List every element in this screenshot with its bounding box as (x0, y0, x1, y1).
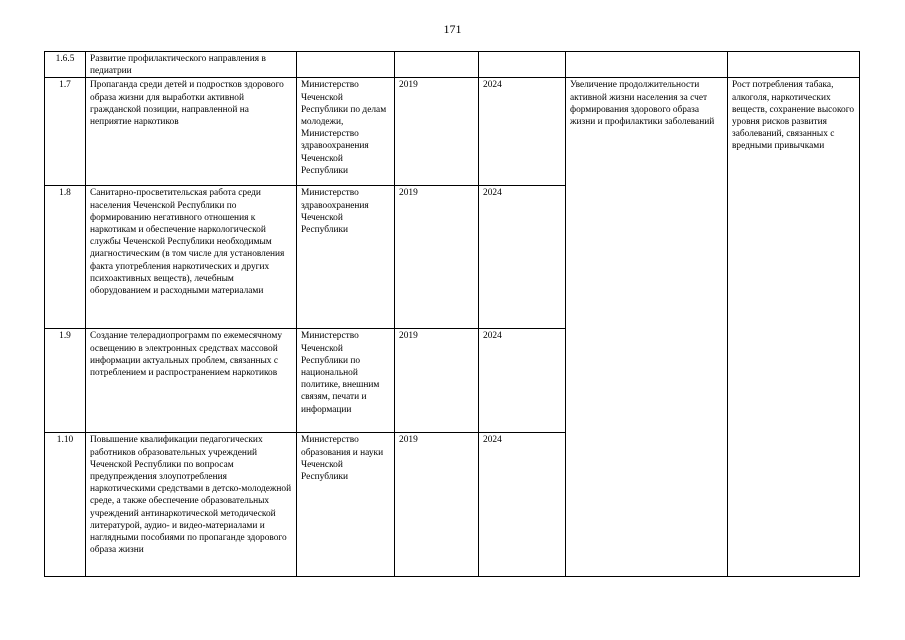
expected-result-cell: Увеличение продолжительности активной жизни населения за счет формирования здорового образа жизни и профилактики заболеваний (566, 78, 728, 577)
table-row (45, 52, 860, 78)
start-year: 2019 (395, 433, 479, 577)
end-year: 2024 (479, 78, 566, 186)
end-year: 2024 (479, 329, 566, 433)
executor-cell: Министерство образования и науки Чеченской Республики (297, 433, 395, 577)
row-number: 1.9 (45, 329, 86, 433)
risk-cell-empty (728, 52, 860, 78)
measure-text: Санитарно-просветительская работа среди населения Чеченской Республики по формированию негативного отношения к наркотикам и обеспечение наркологической службы Чеченской Республики необходимым диагностическим (в том числе для установления факта употребления наркотических и других психоактивных веществ), лечебным оборудованием и расходными материалами (86, 186, 297, 329)
start-year: 2019 (395, 329, 479, 433)
measure-text: Пропаганда среди детей и подростков здорового образа жизни для выработки активной гражданской позиции, направленной на неприятие наркотиков (86, 78, 297, 186)
measures-table (44, 51, 860, 577)
end-year (479, 52, 566, 78)
executor-cell: Министерство Чеченской Республики по делам молодежи, Министерство здравоохранения Чеченской Республики (297, 78, 395, 186)
end-year: 2024 (479, 433, 566, 577)
risk-cell: Рост потребления табака, алкоголя, наркотических веществ, сохранение высокого уровня рисков развития заболеваний, связанных с вредными привычками (728, 78, 860, 577)
row-number: 1.6.5 (45, 52, 86, 78)
measure-text: Повышение квалификации педагогических работников образовательных учреждений Чеченской Республики по вопросам предупреждения злоупотребления наркотическими средствами в детско-молодежной среде, а также обеспечение образовательных учреждений антинаркотической методической литературой, аудио- и видео-материалами и наглядными пособиями по пропаганде здорового образа жизни (86, 433, 297, 577)
start-year (395, 52, 479, 78)
table-row (45, 78, 860, 186)
start-year: 2019 (395, 78, 479, 186)
measure-text: Развитие профилактического направления в педиатрии (86, 52, 297, 78)
row-number: 1.8 (45, 186, 86, 329)
page-number: 171 (443, 22, 462, 36)
executor-cell: Министерство Чеченской Республики по национальной политике, внешним связям, печати и информации (297, 329, 395, 433)
end-year: 2024 (479, 186, 566, 329)
result-cell-empty (566, 52, 728, 78)
measure-text: Создание телерадиопрограмм по ежемесячному освещению в электронных средствах массовой информации актуальных проблем, связанных с потреблением и распространением наркотиков (86, 329, 297, 433)
row-number: 1.7 (45, 78, 86, 186)
executor-cell (297, 52, 395, 78)
row-number: 1.10 (45, 433, 86, 577)
executor-cell: Министерство здравоохранения Чеченской Республики (297, 186, 395, 329)
start-year: 2019 (395, 186, 479, 329)
